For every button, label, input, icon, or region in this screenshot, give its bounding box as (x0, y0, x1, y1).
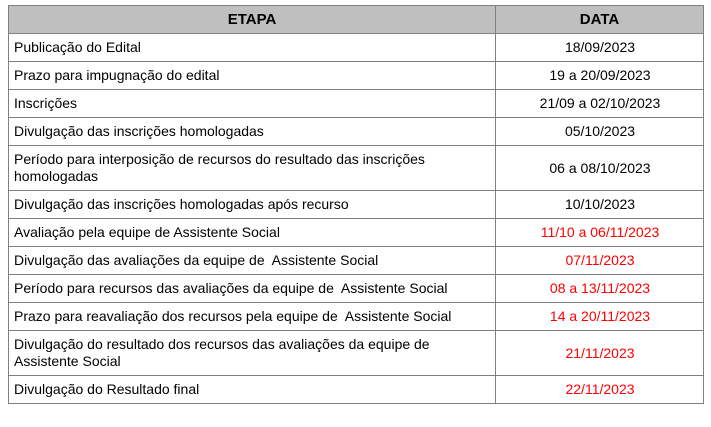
data-cell: 22/11/2023 (496, 376, 704, 404)
etapa-cell: Avaliação pela equipe de Assistente Social (9, 219, 496, 247)
table-row (9, 219, 704, 247)
etapa-cell: Período para recursos das avaliações da equipe de Assistente Social (9, 275, 496, 303)
header-row (9, 6, 704, 34)
table-header (9, 6, 704, 34)
data-cell: 08 a 13/11/2023 (496, 275, 704, 303)
data-cell: 21/11/2023 (496, 331, 704, 376)
table-row (9, 118, 704, 146)
data-cell: 07/11/2023 (496, 247, 704, 275)
etapa-cell: Divulgação das inscrições homologadas (9, 118, 496, 146)
schedule-table (8, 5, 704, 404)
table-row (9, 331, 704, 376)
data-cell: 21/09 a 02/10/2023 (496, 90, 704, 118)
etapa-cell: Prazo para impugnação do edital (9, 62, 496, 90)
data-cell: 10/10/2023 (496, 191, 704, 219)
data-cell: 11/10 a 06/11/2023 (496, 219, 704, 247)
data-cell: 14 a 20/11/2023 (496, 303, 704, 331)
table-row (9, 247, 704, 275)
table-row (9, 275, 704, 303)
etapa-cell: Publicação do Edital (9, 34, 496, 62)
etapa-cell: Prazo para reavaliação dos recursos pela equipe de Assistente Social (9, 303, 496, 331)
etapa-cell: Divulgação do resultado dos recursos das avaliações da equipe de Assistente Social (9, 331, 496, 376)
data-cell: 05/10/2023 (496, 118, 704, 146)
etapa-cell: Inscrições (9, 90, 496, 118)
table-row (9, 34, 704, 62)
etapa-cell: Divulgação do Resultado final (9, 376, 496, 404)
table-row (9, 303, 704, 331)
column-header-etapa: ETAPA (9, 6, 496, 34)
table-row (9, 90, 704, 118)
table-row (9, 376, 704, 404)
etapa-cell: Período para interposição de recursos do resultado das inscrições homologadas (9, 146, 496, 191)
etapa-cell: Divulgação das inscrições homologadas após recurso (9, 191, 496, 219)
table-row (9, 146, 704, 191)
data-cell: 19 a 20/09/2023 (496, 62, 704, 90)
column-header-data: DATA (496, 6, 704, 34)
data-cell: 06 a 08/10/2023 (496, 146, 704, 191)
table-body (9, 34, 704, 404)
table-row (9, 62, 704, 90)
table-row (9, 191, 704, 219)
etapa-cell: Divulgação das avaliações da equipe de Assistente Social (9, 247, 496, 275)
data-cell: 18/09/2023 (496, 34, 704, 62)
